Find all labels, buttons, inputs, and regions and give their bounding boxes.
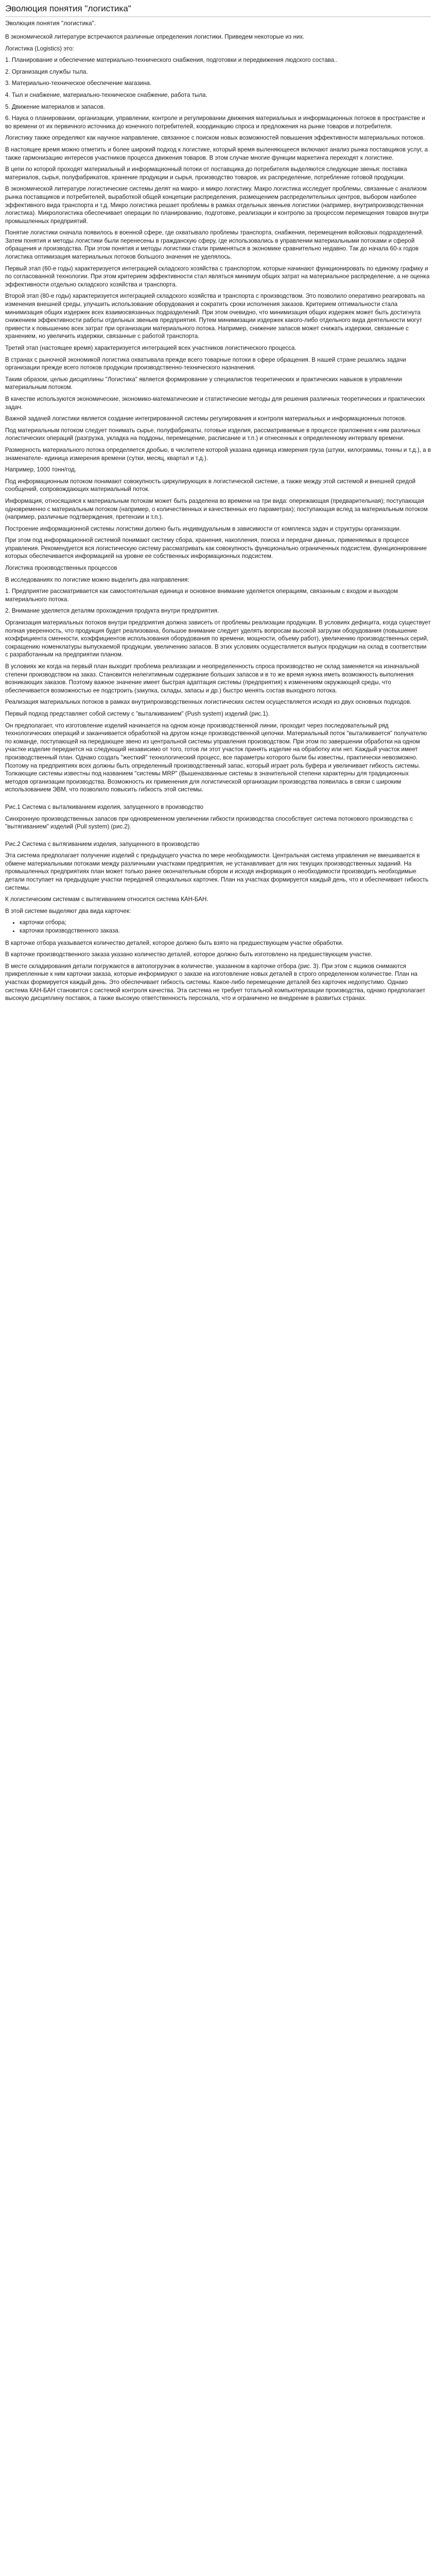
- card-types-list: [5, 919, 431, 935]
- paragraph: Понятие логистики сначала появилось в военной сфере, где охватывало проблемы транспорта, снабжения, перемещения войсковых подразделений. Затем понятия и методы логистики были перенесены в гражданскую сферу, где использовались в управлении материальными потоками и сферой обращения и производства. При этом понятия и методы логистики стали применяться в экономике сравнительно недавно. Так до начала 60-х годов логистика оптимизация материальных потоков большого значения не уделялось.: [5, 229, 424, 261]
- paragraph: 6. Наука о планировании, организации, управлении, контроле и регулировании движения материальных и информационных потоков в пространстве и во времени от их первичного источника до конечного потребителей, координацию спроса и предложения на рынке товаров и потребителя.: [5, 115, 425, 130]
- paragraph: 1. Предприятие рассматривается как самостоятельная единица и основное внимание уделяется операциям, связанным с входом и выходом материального потока.: [5, 588, 398, 603]
- paragraph: 4. Тыл и снабжение, материально-техническое снабжение, работа тыла.: [5, 91, 207, 98]
- paragraph: 3. Материально-техническое обеспечение магазина.: [5, 80, 152, 87]
- article-page: [0, 0, 436, 1011]
- paragraph: В экономической литературе логистические системы делят на макро- и микро логистику. Макро логистика исследует проблемы, связанные с анализом рынка поставщиков и потребителей, выработкой общей концепции распределения, размещением распределительных центров, выбором наиболее эффективного вида транспорта и т.д. Микро логистика решает проблемы в рамках отдельных звеньев логистики (например, внутрипроизводственная логистика). Микрологистика обеспечивает операции по планированию, подготовке, реализации и контролю за процессом перемещения товаров внутри промышленных предприятий.: [5, 185, 429, 225]
- paragraph: Информация, относящаяся к материальным потокам может быть разделена во времени на три вида: опережающая (предварительная); поступающая одновременно с материальным потоком (например, о количественных и качественных его параметрах); поступающая вслед за материальным потоком (например, различные подтверждения, претензии и т.п.).: [5, 497, 428, 521]
- paragraph: 5. Движение материалов и запасов.: [5, 103, 105, 110]
- paragraph: Логистику также определяют как научное направление, связанное с поиском новых возможностей повышения эффективности материальных потоков.: [5, 134, 425, 142]
- paragraph: Первый подход представляет собой систему с "выталкиванием" (Push system) изделий (рис.1).: [5, 710, 270, 717]
- paragraph: В карточке производственного заказа указано количество деталей, которое должно быть изготовлено на предшествующем участке.: [5, 951, 373, 958]
- article-body: [5, 33, 431, 1003]
- paragraph: В цепи по которой проходят материальный и информационный потоки от поставщика до потребителя выделяются следующие звенья: поставка материалов, сырья, полуфабрикатов, хранение продукции и сырья, производство товаров, их распределение, потребление готовой продукции.: [5, 166, 407, 181]
- paragraph: В экономической литературе встречаются различные определения логистики. Приведем некоторые из них.: [5, 33, 305, 40]
- paragraph: 1. Планирование и обеспечение материально-технического снабжения, подготовки и передвижения людского состава..: [5, 57, 338, 64]
- paragraph: 2. Внимание уделяется деталям прохождения продукта внутри предприятия.: [5, 607, 219, 615]
- figure-caption: Рис.1 Система с выталкиванием изделия, запущенного в производство: [5, 803, 204, 810]
- paragraph: Под материальным потоком следует понимать сырье, полуфабрикаты, готовые изделия, рассматриваемые в процессе приложения к ним различных логистических операций (разгрузка, укладка на поддоны, перемещение, расписание и т.п.) и отнесенных к определенному интервалу времени.: [5, 427, 421, 442]
- paragraph: Организация материальных потоков внутри предприятия должна зависеть от проблемы реализации продукции. В условиях дефицита, когда существует полная уверенность, что продукция будет реализована, большое внимание следует уделять вопросам высокой загрузки оборудования (повышение коэффициента сменности, коэффициентов использования оборудования по времени, мощности, объему работ), увеличению производственных серий, сокращению номенклатуры выпускаемой продукции, увеличению запасов. В этих условиях осуществляется выпуск продукции на склад в соответствии с разработанным на предприятии планом.: [5, 619, 431, 658]
- paragraph: Например, 1000 тонн/год.: [5, 466, 77, 473]
- paragraph: Второй этап (80-е годы) характеризуется интеграцией складского хозяйства и транспорта с производством. Это позволило оперативно реагировать на изменения внешней среды, улучшить использование оборудования и сократить сроки исполнения заказов. Критерием оптимальности стала минимизация общих издержек всех взаимосвязанных подразделений. При этом очевидно, что минимизация общих издержек может быть достигнута снижением эффективности работы отдельных звеньев предприятия. Путем минимизации издержек какого-либо отдельного вида деятельности могут привести к повышению всех затрат при организации материального потока. Например, снижение запасов может снижать издержки, связанные с хранением, но увеличить издержки, связанные с работой транспорта.: [5, 293, 425, 340]
- paragraph: Логистика (Logistics) это:: [5, 45, 74, 52]
- paragraph: В этой системе выделяют два вида карточек:: [5, 907, 131, 914]
- paragraph: В исследованиях по логистике можно выделить два направления:: [5, 576, 189, 583]
- paragraph: Таким образом, целью дисциплины "Логистика" является формирование у специалистов теоретических и практических навыков в управлении материальным потоком.: [5, 376, 402, 391]
- paragraph: В настоящее время можно отметить и более широкий подход к логистике, который время выленяющееся включают анализ рынка поставщиков услуг, а также гармонизацию интересов участников процесса движения товаров. В этом случае многие функции маркетинга переходят к логистике.: [5, 146, 428, 161]
- paragraph: В месте складирования детали погружаются в автопогрузчик в количестве, указанном в карточке отбора (рис. 3). При этом с ящиков снимаются прикрепленные к ним карточки заказа, которые информируют о заказе на изготовление новых деталей в строго определенном количестве. План на участках формируется каждый день. Это обеспечивает гибкость системы. Какое-либо перемещение деталей без карточек недопустимо. Однако система КАН-БАН становится с системой контроля качества. Эта система не требует тотальной компьютеризации производства, однако предполагает высокую дисциплину поставок, а также высокую ответственность персонала, что и ограничено не внедрение в развитых странах.: [5, 962, 426, 1002]
- figure-caption: Рис.2 Система с вытягиванием изделия, запущенного в производство: [5, 840, 200, 848]
- paragraph: Первый этап (60-е годы) характеризуется интеграцией складского хозяйства с транспортом, которые начинают функционировать по единому графику и по согласованной технологии. При этом критерием эффективности стал являться минимум общих затрат на материальное распределение, а не оценка эффективности отдельно складского хозяйства и транспорта.: [5, 265, 430, 288]
- page-title: Эволюция понятия "логистика": [5, 3, 431, 17]
- paragraph: Эта система предполагает получение изделий с предыдущего участка по мере необходимости. Центральная система управления не вмешивается в обмене материальными потоками между различными участками предприятия, не устанавливает для них текущих производственных заданий. На промышленных предприятиях план может только ранее окончательным сбором и исходя информация о необходимости производить необходимые детали поступает на предыдущие участки передачей специальных карточек. План на участках формируется каждый день, что и обеспечивает гибкость системы.: [5, 852, 429, 891]
- paragraph: Под информационным потоком понимают совокупность циркулирующих в логистической системе, а также между этой системой и внешней средой сообщений, сопровождающих материальный поток.: [5, 478, 416, 493]
- list-item: • карточки производственного заказа.: [20, 927, 431, 935]
- paragraph: При этом под информационной системой понимают систему сбора, хранения, накопления, поиска и передачи данных, применяемых в процессе управления. Рекомендуется вся логистическую систему рассматривать как совокупность функционально ограниченных подсистем, функционирование которых обеспечивается информацией на уровне ее собственных информационных подсистем.: [5, 537, 427, 560]
- paragraph: 2. Организация службы тыла.: [5, 68, 88, 75]
- paragraph: Синхронную производственных запасов при одновременном увеличении гибкости производства способствует система потокового производства с "вытягиванием" изделий (Pull system) (рис.2).: [5, 815, 413, 831]
- paragraph: Построение информационной системы логистики должно быть индивидуальным в зависимости от комплекса задач и структуры организации.: [5, 525, 401, 532]
- list-item: • карточки отбора;: [20, 919, 431, 927]
- paragraph: Он предполагает, что изготовление изделий начинается на одном конце производственной линии, проходит через последовательный ряд технологических операций и заканчивается обработкой на другом конце производственной цепочки. Материальный поток "выталкивается" получателю по команде, поступающей на передающее звено из центральной системы управления производством. При этом по завершении обработки на одном участке изделие передается на следующий независимо от того, готов ли этот участок принять изделие на обработку или нет. Каждый участок имеет производственный план. Однако создать "жесткий" технологический процесс, все параметры которого были бы известны, практически невозможно. Поэтому на предприятиях всех должны быть определенный производственный запас, который играет роль буфера и увеличивает гибкость системы. Толкающие системы известны под названием "системы MRP" (Вышеназванные системы в значительной степени характерны для традиционных методов организации производства. Возможность их применения для логистической организации производства появилась в связи с широким использованием ЭВМ, что позволило повысить гибкость этой системы.: [5, 722, 427, 793]
- paragraph: К логистическим системам с вытягиванием относится система КАН-БАН.: [5, 896, 208, 903]
- paragraph: Реализация материальных потоков в рамках внутрипроизводственных логистических систем осуществляется исходя из двух основных подходов.: [5, 699, 412, 706]
- paragraph: Третий этап (настоящее время) характеризуется интеграцией всех участников логистического процесса.: [5, 345, 297, 351]
- paragraph: Важной задачей логистики является создание интегрированной системы регулирования и контроля материальных и информационных потоков.: [5, 415, 407, 422]
- paragraph: В условиях же когда на первый план выходит проблема реализации и неопределенность спроса производство не склад заменяется на изначальной степени производством на заказ. Становится нелегитимным содержание больших запасов и в то же время нужна иметь возможность выполнения возникающих заказов. Поэтому важное значение имеет быстрая адаптация системы (предприятия) к изменениям окружающей среды, что обеспечивается возможностью ее подстроить (закупка, склады, запасы и др.) быстро менять состав выходного потока.: [5, 663, 420, 694]
- paragraph: В карточке отбора указывается количество деталей, которое должно быть взято на предшествующем участке обработки.: [5, 939, 343, 946]
- section-heading: Логистика производственных процессов: [5, 565, 117, 572]
- paragraph: Размерность материального потока определяется дробью, в числителе которой указана единица измерения груза (штуки, килограммы, тонны и т.д.), а в знаменателе- единица измерения времени (сутки, месяц, квартал и т.д.).: [5, 446, 431, 462]
- article-subtitle: Эволюция понятия "логистика".: [5, 20, 96, 27]
- paragraph: В странах с рыночной экономикой логистика охватывала прежде всего товарные потоки в сфере обращения. В нашей стране решались задачи организации прежде всего потоков продукции производственно-технического назначения.: [5, 356, 406, 371]
- paragraph: В качестве используются экономические, экономико-математические и статистические методы для решения различных теоретических и практических задач.: [5, 395, 425, 411]
